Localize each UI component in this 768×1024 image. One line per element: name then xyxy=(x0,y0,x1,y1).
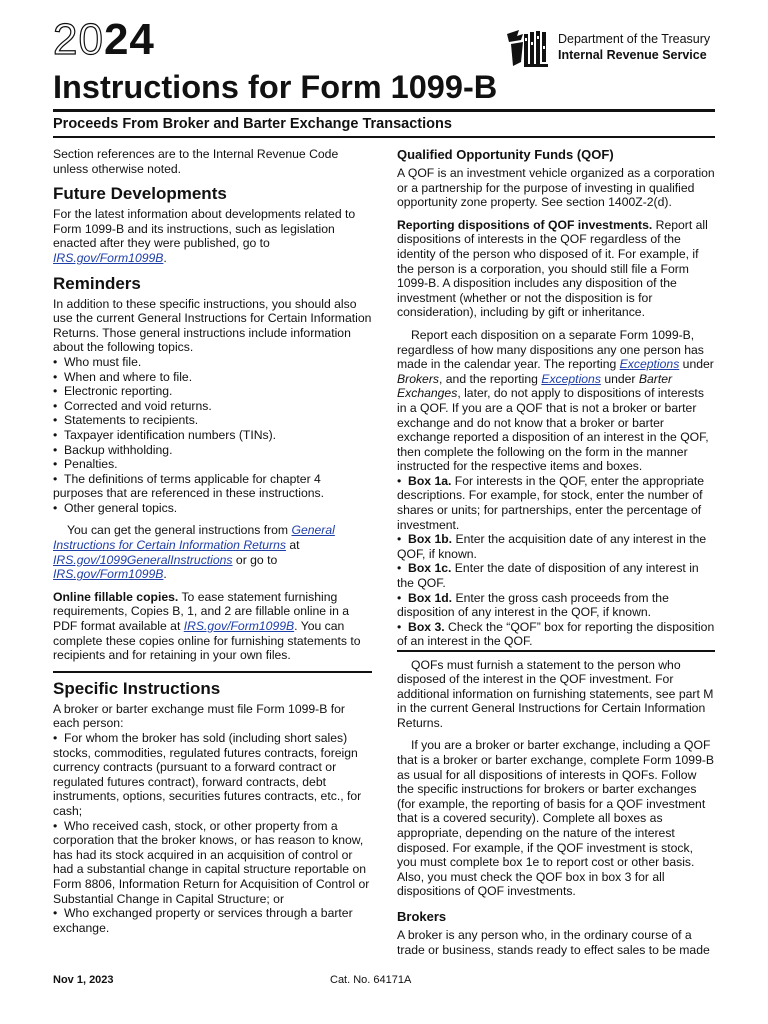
list-item: • Corrected and void returns. xyxy=(53,399,372,414)
agency-name xyxy=(558,31,710,63)
list-item: • The definitions of terms applicable for chapter 4 purposes that are referenced in these instructions. xyxy=(53,472,372,501)
qof-heading: Qualified Opportunity Funds (QOF) xyxy=(397,147,614,162)
section-divider xyxy=(53,671,372,673)
future-text: For the latest information about developments related to Form 1099-B and its instructions, such as legislation enacted after they were published, go to xyxy=(53,207,356,251)
left-column xyxy=(53,147,372,935)
agency-dept: Department of the Treasury xyxy=(558,32,711,46)
right-column xyxy=(397,147,715,957)
box-item xyxy=(397,620,715,649)
list-item: • Backup withholding. xyxy=(53,443,372,458)
broker-qof-text: If you are a broker or barter exchange, including a QOF that is a broker or barter exchange, complete Form 1099-B as usual for all dispositions of interests in QOFs. Follow the specific instructions for brokers or barter exchanges (for example, the reporting of basis for a QOF investment that is a covered security). Complete all boxes as appropriate, depending on the nature of the interest disposed. For example, if the QOF investment is stock, you must complete box 1e to report cost or other basis. Also, you must check the QOF box in box 3 for all dispositions of QOF investments. xyxy=(397,738,715,899)
fillable-lead: Online fillable copies. xyxy=(53,589,179,604)
general-d: . xyxy=(163,567,167,582)
year-bold: 24 xyxy=(103,15,155,64)
reporting-body: Report all dispositions of interests in the QOF regardless of the identity of the person who disposed of it. For example, if the person is a corporation, you should still file a Form 1099-B. A disposition includes any disposition of the investment (whether or not the disposition is for consideration), including by gift or inheritance. xyxy=(397,217,708,320)
box-text: Enter the date of disposition of any interest in the QOF. xyxy=(397,561,699,591)
list-item: • Other general topics. xyxy=(53,501,372,516)
general-c: or go to xyxy=(232,552,278,567)
general-b: at xyxy=(286,538,300,553)
general-instructions-link[interactable]: General Instructions for Certain Information Returns xyxy=(53,523,335,553)
each-brokers: Brokers xyxy=(397,371,439,386)
year-outline: 20 xyxy=(53,15,104,64)
intro-text: Section references are to the Internal Revenue Code unless otherwise noted. xyxy=(53,147,339,176)
fillable-copies-text xyxy=(53,590,372,663)
box-text: Enter the gross cash proceeds from the disposition of any interest in the QOF, if known. xyxy=(397,590,669,620)
list-item: • Who must file. xyxy=(53,355,372,370)
reporting-dispositions-text xyxy=(397,218,715,320)
box-item xyxy=(397,591,715,620)
box-label: Box 1d. xyxy=(408,590,453,605)
form1099b-link-3[interactable]: IRS.gov/Form1099B xyxy=(183,619,295,634)
box-item xyxy=(397,474,715,532)
future-developments-heading: Future Developments xyxy=(53,184,227,204)
box-text: Enter the acquisition date of any interest in the QOF, if known. xyxy=(397,532,707,561)
future-end: . xyxy=(163,250,167,265)
list-item: • Electronic reporting. xyxy=(53,384,372,399)
specific-instructions-heading: Specific Instructions xyxy=(53,678,221,698)
reporting-lead: Reporting dispositions of QOF investments. xyxy=(397,217,653,232)
each-b: under xyxy=(679,357,714,372)
box-label: Box 1c. xyxy=(408,561,452,576)
list-item: • Taxpayer identification numbers (TINs). xyxy=(53,428,372,443)
list-item: • Penalties. xyxy=(53,457,372,472)
catalog-number: Cat. No. 64171A xyxy=(330,974,412,986)
list-item: • Who received cash, stock, or other property from a corporation that the broker knows, or has reason to know, has had its stock acquired in an acquisition of control or had a substantial change in capital structure reportable on Form 8806, Information Return for Acquisition of Control or Substantial Change in Capital Structure; or xyxy=(53,819,372,907)
page-title: Instructions for Form 1099-B xyxy=(53,69,498,105)
each-a: Report each disposition on a separate Form 1099-B, regardless of how many dispositions any one person has made in the calendar year. The reporting xyxy=(397,327,704,372)
revision-date: Nov 1, 2023 xyxy=(53,974,114,986)
general-instructions-url-link[interactable]: IRS.gov/1099GeneralInstructions xyxy=(53,552,233,567)
form1099b-link[interactable]: IRS.gov/Form1099B xyxy=(53,250,164,265)
each-barter: Barter Exchanges xyxy=(397,371,673,401)
topics-list xyxy=(53,355,372,516)
general-instructions-text xyxy=(53,523,372,581)
form-year xyxy=(53,15,155,64)
each-c: , and the reporting xyxy=(439,371,542,386)
box-text: Check the “QOF” box for reporting the disposition of an interest in the QOF. xyxy=(397,619,715,649)
box-text: For interests in the QOF, enter the appropriate descriptions. For example, for stock, enter the number of shares or units; for partnerships, enter the percentage of investment. xyxy=(397,473,705,532)
qof-text: A QOF is an investment vehicle organized as a corporation or a partnership for the purpose of investing in qualified opportunity zone property. See section 1400Z-2(d). xyxy=(397,166,715,210)
agency-irs: Internal Revenue Service xyxy=(558,48,707,62)
specific-instructions-text: A broker or barter exchange must file Form 1099-B for each person: xyxy=(53,701,345,731)
page-subtitle: Proceeds From Broker and Barter Exchange Transactions xyxy=(53,116,452,132)
title-rule xyxy=(53,109,715,112)
list-item: • When and where to file. xyxy=(53,370,372,385)
reminders-text: In addition to these specific instructions, you should also use the current General Instructions for Certain Information Returns. Those general instructions include information about the following topics. xyxy=(53,296,372,355)
each-d: under xyxy=(600,371,639,386)
box-label: Box 1a. xyxy=(408,473,452,488)
list-item: • For whom the broker has sold (including short sales) stocks, commodities, regulated futures contracts, foreign currency contracts (pursuant to a forward contract or regulated futures contract), forward contracts, debt instruments, options, securities futures contracts, etc., for cash; xyxy=(53,731,372,819)
list-item: • Who exchanged property or services through a barter exchange. xyxy=(53,906,372,935)
box-label: Box 1b. xyxy=(408,532,453,547)
brokers-heading: Brokers xyxy=(397,909,447,924)
each-e: , later, do not apply to dispositions of interests in a QOF. If you are a QOF that is not a broker or barter exchange and do not know that a broker or barter exchange reported a disposition of an interest in the QOF, then complete the following on the form in the manner instructed for the respective items and boxes. xyxy=(397,386,709,474)
future-developments-text xyxy=(53,207,372,265)
report-each-text xyxy=(397,328,715,474)
list-item: • Statements to recipients. xyxy=(53,413,372,428)
box-divider xyxy=(397,650,715,652)
exceptions-link-barter[interactable]: Exceptions xyxy=(541,371,601,386)
exceptions-link-brokers[interactable]: Exceptions xyxy=(619,357,680,372)
fillable-a: To ease statement furnishing requirements, Copies B, 1, and 2 are fillable online in a PDF format available at xyxy=(53,589,350,634)
fillable-b: . You can complete these copies online for furnishing statements to recipients and for retaining in your own files. xyxy=(53,619,361,663)
general-a: You can get the general instructions from xyxy=(67,523,292,538)
furnish-statement-text: QOFs must furnish a statement to the person who disposed of the interest in the QOF investment. For additional information on furnishing statements, see part M in the current General Instructions for Certain Information Returns. xyxy=(397,657,714,730)
subtitle-rule xyxy=(53,136,715,138)
box-item xyxy=(397,532,715,561)
reminders-heading: Reminders xyxy=(53,273,141,293)
box-label: Box 3. xyxy=(408,619,445,634)
brokers-text: A broker is any person who, in the ordinary course of a trade or business, stands ready to effect sales to be made xyxy=(397,928,710,957)
box-item xyxy=(397,561,715,590)
irs-eagle-logo-icon xyxy=(503,28,551,68)
form1099b-link-2[interactable]: IRS.gov/Form1099B xyxy=(53,567,164,582)
